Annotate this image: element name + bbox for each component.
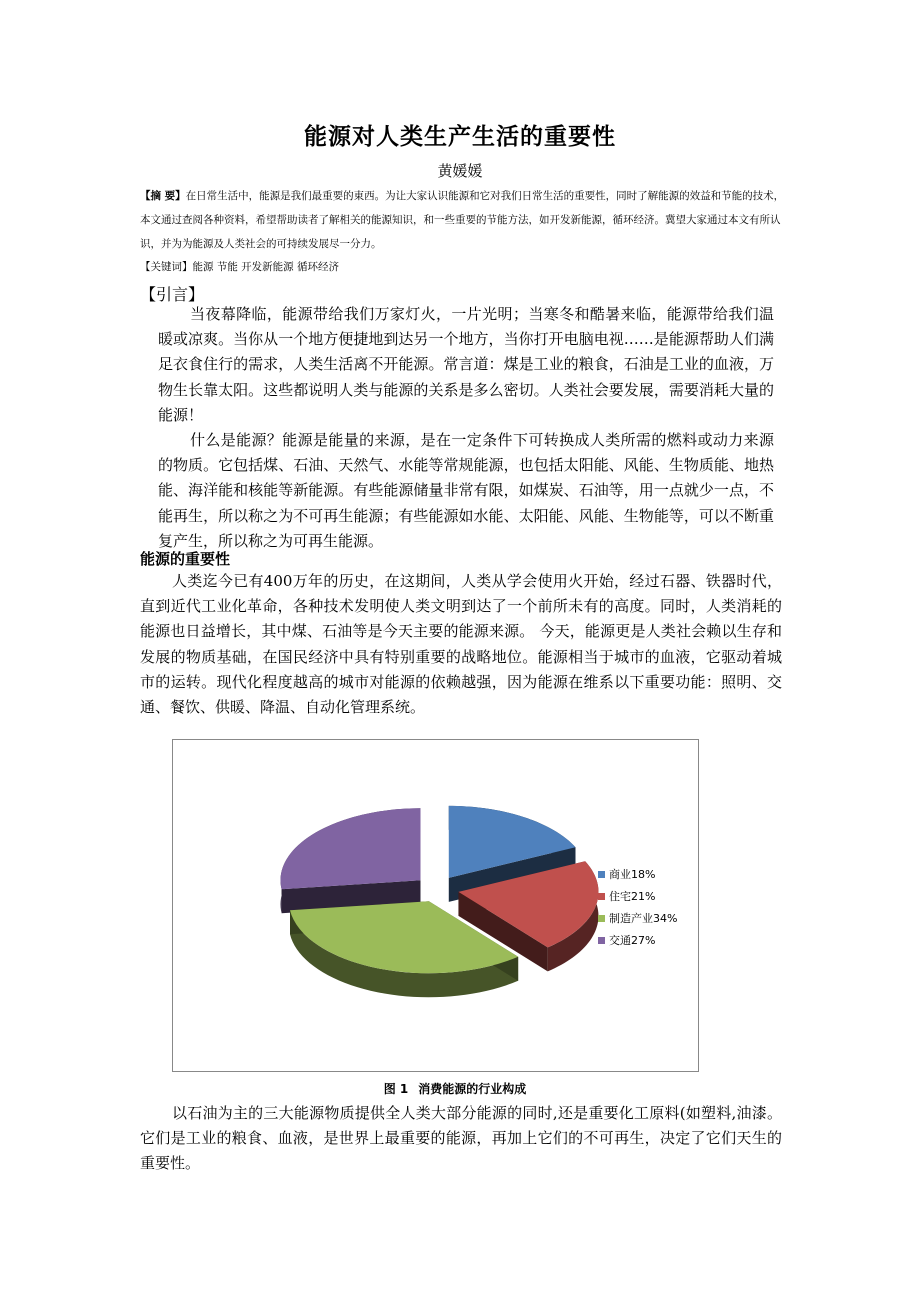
section-paragraph-2: 以石油为主的三大能源物质提供全人类大部分能源的同时,还是重要化工原料(如塑料,油漆。它们是工业的粮食、血液，是世界上最重要的能源，再加上它们的不可再生，决定了它们天生的重要性。 xyxy=(140,1104,782,1173)
page-title: 能源对人类生产生活的重要性 xyxy=(304,124,616,150)
abstract-label: 【摘 要】 xyxy=(140,190,186,202)
chart-legend xyxy=(598,863,677,951)
legend-label: 制造产业34% xyxy=(609,912,678,925)
intro-paragraph-2: 什么是能源？能源是能量的来源，是在一定条件下可转换成人类所需的燃料或动力来源的物质。它包括煤、石油、天然气、水能等常规能源，也包括太阳能、风能、生物质能、地热能、海洋能和核能等新能源。有些能源储量非常有限，如煤炭、石油等，用一点就少一点，不能再生，所以称之为不可再生能源；有些能源如水能、太阳能、风能、生物能等，可以不断重复产生，所以称之为可再生能源。 xyxy=(158,431,774,550)
legend-swatch xyxy=(598,871,605,878)
section-heading: 能源的重要性 xyxy=(140,550,231,568)
keywords-label: 【关键词】 xyxy=(140,261,193,273)
legend-swatch xyxy=(598,915,605,922)
author: 黄媛媛 xyxy=(437,162,483,180)
legend-label: 商业18% xyxy=(609,868,656,881)
keywords xyxy=(140,259,790,274)
legend-item xyxy=(598,885,677,907)
legend-item xyxy=(598,863,677,885)
legend-swatch xyxy=(598,893,605,900)
intro-heading: 【引言】 xyxy=(140,285,205,304)
section-paragraph-1: 人类迄今已有400万年的历史，在这期间，人类从学会使用火开始，经过石器、铁器时代，直到近代工业化革命，各种技术发明使人类文明到达了一个前所未有的高度。同时，人类消耗的能源也日益增长，其中煤、石油等是今天主要的能源来源。 今天，能源更是人类社会赖以生存和发展的物质基础，在国民经济中具有特别重要的战略地位。能源相当于城市的血液，它驱动着城市的运转。现代化程度越高的城市对能源的依赖越强，因为能源在维系以下重要功能：照明、交通、餐饮、供暖、降温、自动化管理系统。 xyxy=(140,572,782,717)
legend-label: 住宅21% xyxy=(609,890,656,903)
legend-label: 交通27% xyxy=(609,934,656,947)
legend-item xyxy=(598,907,677,929)
abstract-text: 在日常生活中，能源是我们最重要的東西。为让大家认识能源和它对我们日常生活的重要性，同时了解能源的效益和节能的技术，本文通过查阅各种资料，希望帮助读者了解相关的能源知识，和一些重要的节能方法，如开发新能源，循环经济。冀望大家通过本文有所认识，并为为能源及人类社会的可持续发展尽一分力。 xyxy=(140,190,785,250)
figure-caption xyxy=(0,1080,920,1097)
intro-paragraph-1: 当夜幕降临，能源带给我们万家灯火，一片光明；当寒冬和酷暑来临，能源带给我们温暖或凉爽。当你从一个地方便捷地到达另一个地方，当你打开电脑电视……是能源帮助人们满足衣食住行的需求，人类生活离不开能源。常言道：煤是工业的粮食，石油是工业的血液，万物生长靠太阳。这些都说明人类与能源的关系是多么密切。人类社会要发展，需要消耗大量的能源！ xyxy=(158,305,774,424)
pie-slice-交通 xyxy=(280,808,420,889)
abstract xyxy=(140,184,790,256)
legend-swatch xyxy=(598,937,605,944)
keywords-text: 能源 节能 开发新能源 循环经济 xyxy=(192,261,340,273)
figure-caption-text: 消费能源的行业构成 xyxy=(418,1082,527,1096)
legend-item xyxy=(598,929,677,951)
figure-number: 图 1 xyxy=(383,1082,409,1096)
